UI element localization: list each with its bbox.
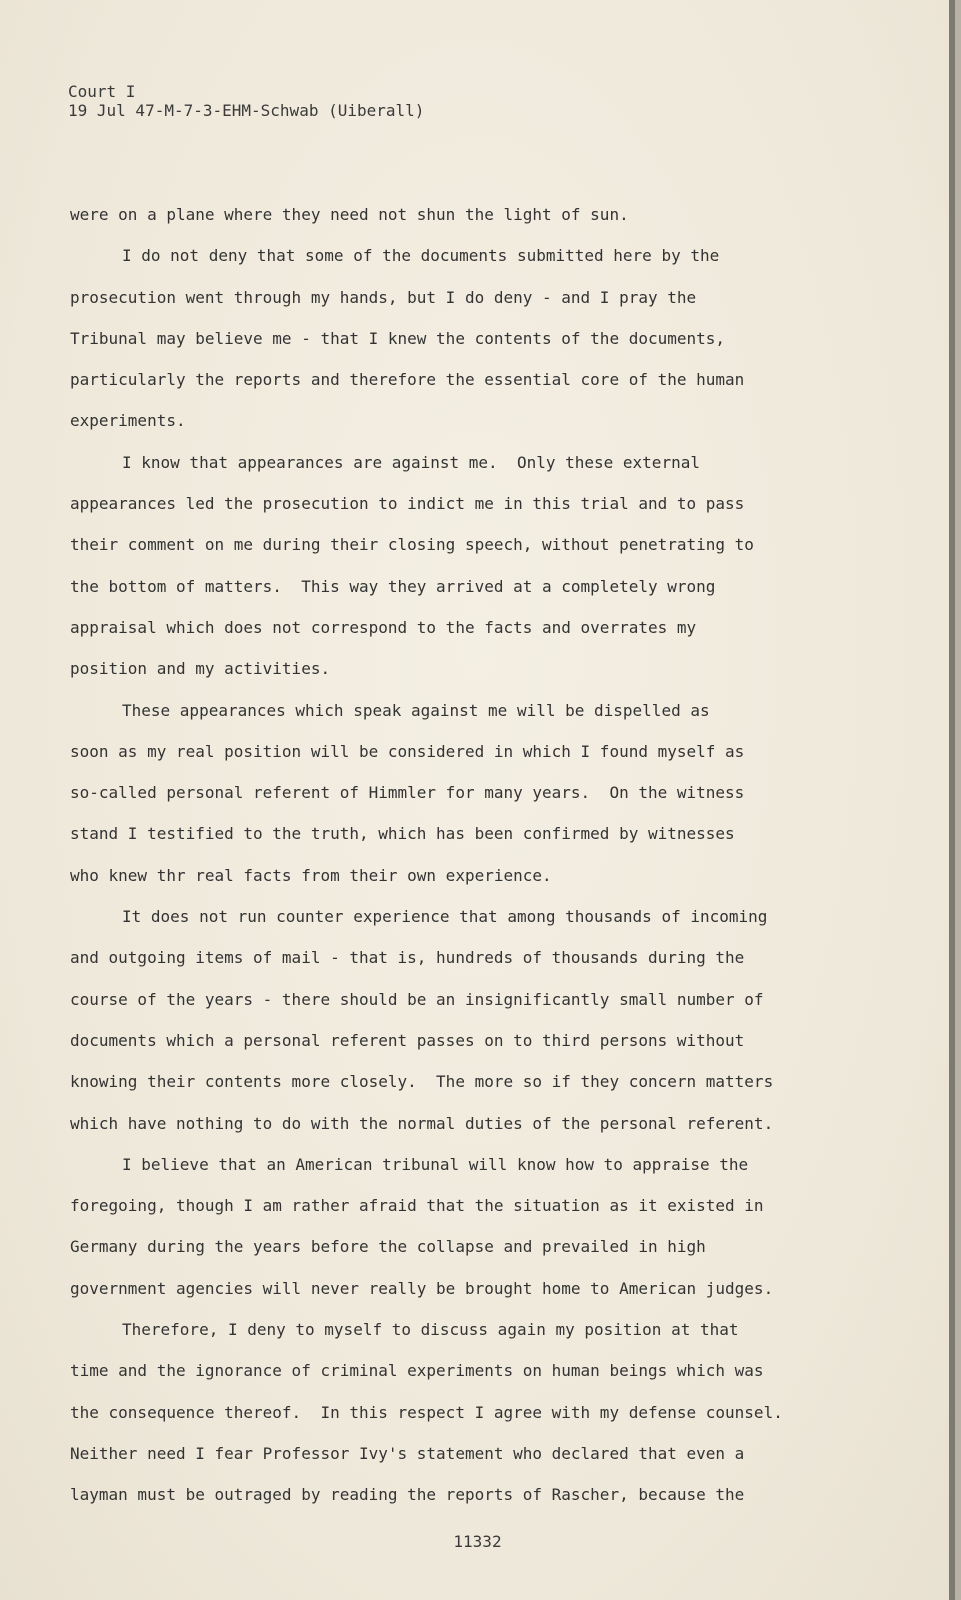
text-line: knowing their contents more closely. The more so if they concern matters xyxy=(70,1072,774,1092)
text-line: appearances led the prosecution to indict me in this trial and to pass xyxy=(70,494,745,514)
text-line: I believe that an American tribunal will know how to appraise the xyxy=(122,1154,749,1174)
text-line: foregoing, though I am rather afraid that the situation as it existed in xyxy=(70,1196,764,1216)
text-line: layman must be outraged by reading the reports of Rascher, because the xyxy=(70,1485,745,1505)
text-line: and outgoing items of mail - that is, hundreds of thousands during the xyxy=(70,948,745,968)
text-line: time and the ignorance of criminal experiments on human beings which was xyxy=(70,1361,764,1381)
transcript-reference: 19 Jul 47-M-7-3-EHM-Schwab (Uiberall) xyxy=(68,101,425,120)
text-line: I know that appearances are against me. Only these external xyxy=(122,452,700,472)
text-line: These appearances which speak against me will be dispelled as xyxy=(122,700,710,720)
text-line: course of the years - there should be an insignificantly small number of xyxy=(70,989,764,1009)
text-line: Germany during the years before the collapse and prevailed in high xyxy=(70,1237,706,1257)
text-line: Therefore, I deny to myself to discuss again my position at that xyxy=(122,1320,739,1340)
transcript-body xyxy=(70,194,840,1516)
document-header xyxy=(68,82,424,120)
text-line: so-called personal referent of Himmler for many years. On the witness xyxy=(70,783,745,803)
text-line: government agencies will never really be brought home to American judges. xyxy=(70,1278,774,1298)
court-label: Court I xyxy=(68,82,136,101)
text-line: soon as my real position will be considered in which I found myself as xyxy=(70,741,745,761)
text-line: who knew thr real facts from their own experience. xyxy=(70,865,552,885)
text-line: prosecution went through my hands, but I do deny - and I pray the xyxy=(70,287,697,307)
text-line: which have nothing to do with the normal duties of the personal referent. xyxy=(70,1113,774,1133)
page-number: 11332 xyxy=(453,1532,502,1551)
text-line: It does not run counter experience that among thousands of incoming xyxy=(122,907,768,927)
text-line: appraisal which does not correspond to the facts and overrates my xyxy=(70,617,697,637)
text-line: stand I testified to the truth, which has been confirmed by witnesses xyxy=(70,824,735,844)
text-line: the consequence thereof. In this respect I agree with my defense counsel. xyxy=(70,1402,783,1422)
text-line: particularly the reports and therefore the essential core of the human xyxy=(70,370,745,390)
page-edge xyxy=(949,0,955,1600)
text-line: their comment on me during their closing speech, without penetrating to xyxy=(70,535,754,555)
text-line: documents which a personal referent passes on to third persons without xyxy=(70,1030,745,1050)
text-line: the bottom of matters. This way they arrived at a completely wrong xyxy=(70,576,716,596)
text-line: experiments. xyxy=(70,411,186,431)
text-line: Tribunal may believe me - that I knew the contents of the documents, xyxy=(70,328,726,348)
text-line: position and my activities. xyxy=(70,659,331,679)
text-line: Neither need I fear Professor Ivy's statement who declared that even a xyxy=(70,1443,745,1463)
text-line: were on a plane where they need not shun the light of sun. xyxy=(70,205,629,224)
text-line: I do not deny that some of the documents submitted here by the xyxy=(122,246,720,266)
